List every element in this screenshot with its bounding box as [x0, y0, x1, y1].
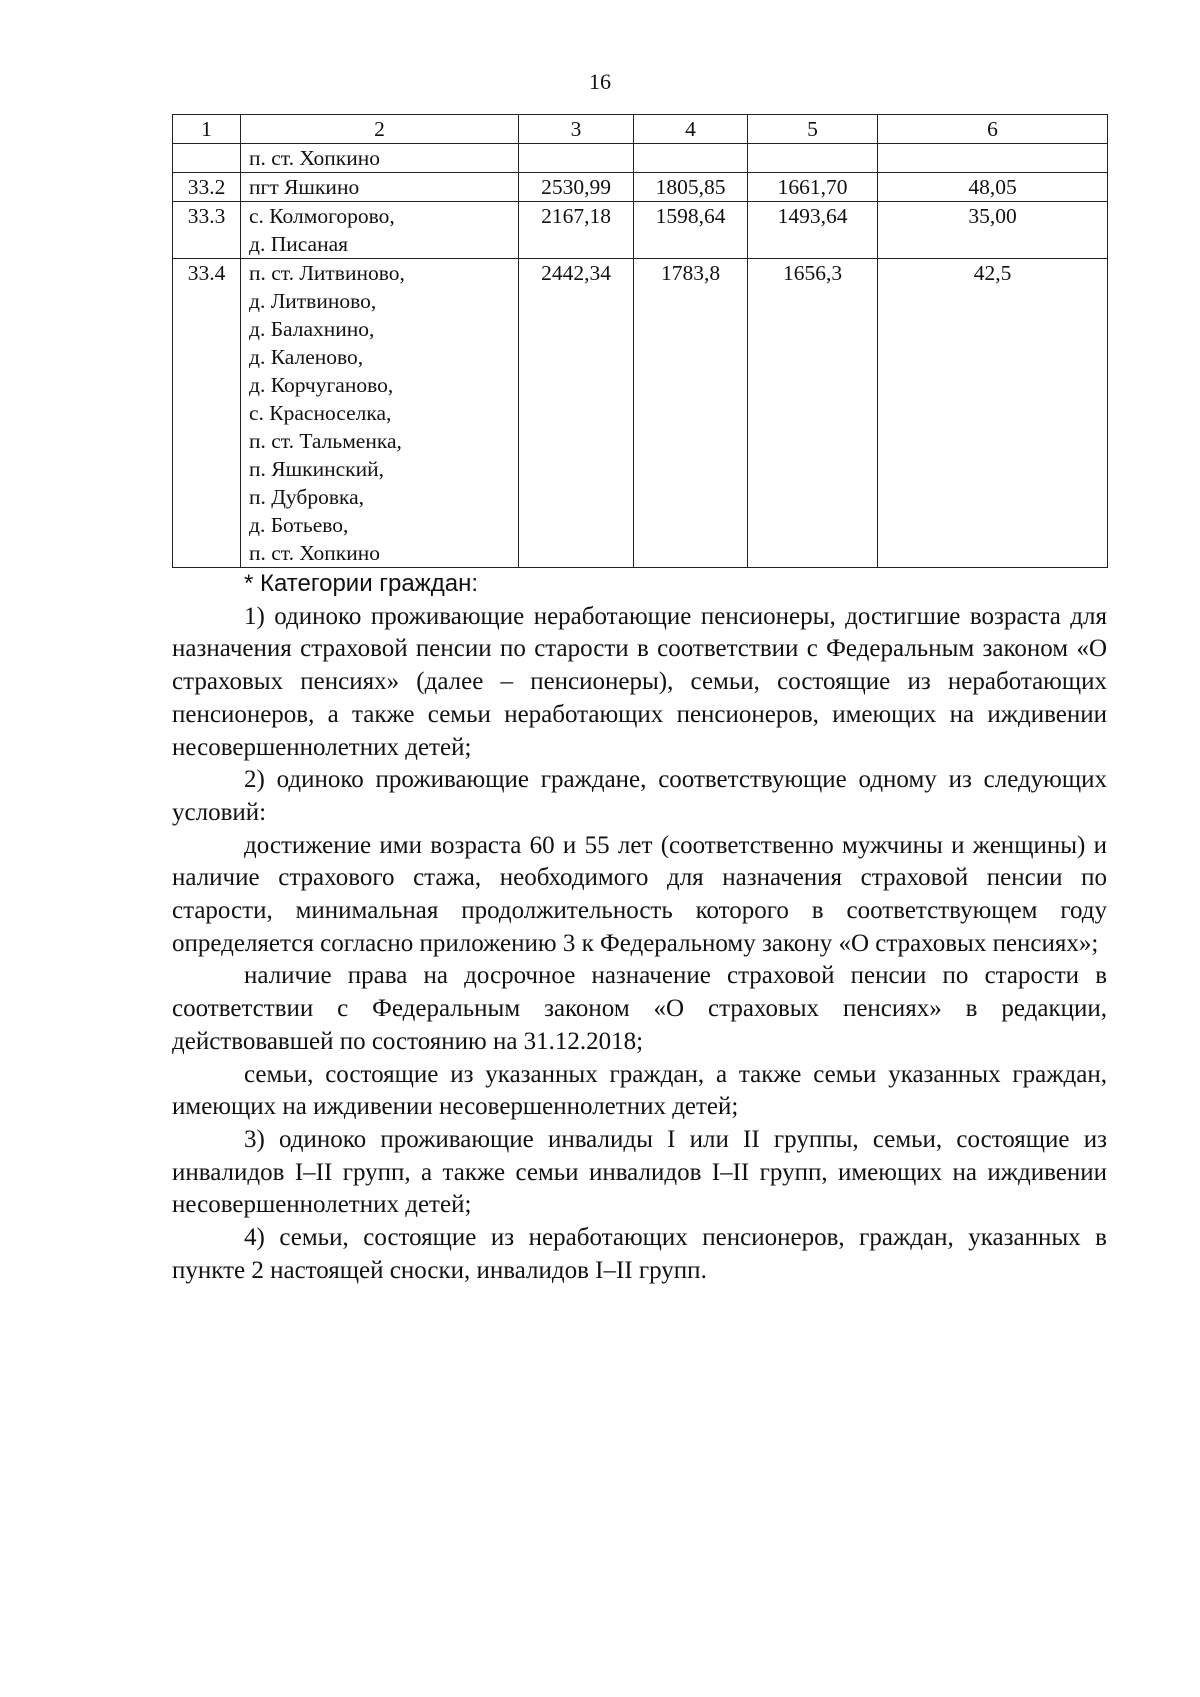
value-cell: 1493,64 — [748, 202, 878, 259]
table-row — [173, 173, 1108, 202]
table-header-row — [173, 115, 1108, 144]
settlement-name: д. Каленово, — [249, 345, 364, 369]
settlement-name: п. Яшкинский, — [249, 457, 384, 481]
settlement-cell — [241, 144, 519, 173]
row-number-cell — [173, 144, 241, 173]
settlement-name: д. Балахнино, — [249, 317, 375, 341]
settlement-cell — [241, 173, 519, 202]
settlement-cell — [241, 259, 519, 568]
table-row — [173, 259, 1108, 568]
settlement-name: п. ст. Тальменка, — [249, 429, 402, 453]
settlement-name: д. Писаная — [249, 232, 349, 256]
value-cell: 1656,3 — [748, 259, 878, 568]
settlement-name: с. Колмогорово, — [249, 204, 395, 228]
settlement-name: д. Ботьево, — [249, 513, 349, 537]
row-number-cell: 33.3 — [173, 202, 241, 259]
footnote-paragraph: 2) одиноко проживающие граждане, соответствующие одному из следующих условий: — [172, 766, 1107, 826]
value-cell: 42,5 — [878, 259, 1108, 568]
header-cell: 2 — [241, 115, 519, 144]
value-cell — [634, 144, 748, 173]
value-cell: 1805,85 — [634, 173, 748, 202]
value-cell: 1661,70 — [748, 173, 878, 202]
footnote — [172, 568, 1107, 1287]
footnote-paragraph: наличие права на досрочное назначение страховой пенсии по старости в соответствии с Федеральным законом «О страховых пенсиях» в редакции, действовавшей по состоянию на 31.12.2018; — [172, 962, 1107, 1055]
table-row — [173, 144, 1108, 173]
value-cell: 1783,8 — [634, 259, 748, 568]
footnote-paragraph: 3) одиноко проживающие инвалиды I или II группы, семьи, состоящие из инвалидов I–II групп, а также семьи инвалидов I–II групп, имеющих на иждивении несовершеннолетних детей; — [172, 1125, 1107, 1219]
value-cell — [748, 144, 878, 173]
footnote-paragraph: 4) семьи, состоящие из неработающих пенсионеров, граждан, указанных в пункте 2 настоящей сноски, инвалидов I–II групп. — [172, 1224, 1107, 1284]
settlement-name: пгт Яшкино — [249, 175, 360, 199]
footnote-paragraph: 1) одиноко проживающие неработающие пенсионеры, достигшие возраста для назначения страховой пенсии по старости в соответствии с Федеральным законом «О страховых пенсиях» (далее – пенсионеры), семьи, состоящие из неработающих пенсионеров, а также семьи неработающих пенсионеров, имеющих на иждивении несовершеннолетних детей; — [172, 602, 1107, 761]
value-cell — [878, 144, 1108, 173]
header-cell: 1 — [173, 115, 241, 144]
value-cell: 1598,64 — [634, 202, 748, 259]
header-cell: 6 — [878, 115, 1108, 144]
header-cell: 3 — [519, 115, 634, 144]
settlement-name: д. Корчуганово, — [249, 373, 394, 397]
value-cell — [519, 144, 634, 173]
row-number-cell: 33.2 — [173, 173, 241, 202]
footnote-paragraph: достижение ими возраста 60 и 55 лет (соответственно мужчины и женщины) и наличие страхового стажа, необходимого для назначения страховой пенсии по старости, минимальная продолжительность которого в соответствующем году определяется согласно приложению 3 к Федеральному закону «О страховых пенсиях»; — [172, 831, 1107, 957]
header-cell: 4 — [634, 115, 748, 144]
value-cell: 2167,18 — [519, 202, 634, 259]
footnote-paragraph: семьи, состоящие из указанных граждан, а также семьи указанных граждан, имеющих на иждивении несовершеннолетних детей; — [172, 1060, 1107, 1121]
settlement-cell — [241, 202, 519, 259]
tariff-table — [172, 114, 1108, 568]
value-cell: 48,05 — [878, 173, 1108, 202]
settlement-name: п. ст. Хопкино — [249, 541, 380, 565]
footnote-title: * Категории граждан: — [244, 570, 479, 597]
value-cell: 2442,34 — [519, 259, 634, 568]
settlement-name: п. ст. Литвиново, — [249, 261, 405, 285]
settlement-name: с. Красноселка, — [249, 401, 392, 425]
value-cell: 2530,99 — [519, 173, 634, 202]
value-cell: 35,00 — [878, 202, 1108, 259]
table-row — [173, 202, 1108, 259]
settlement-name: п. Дубровка, — [249, 485, 365, 509]
settlement-name: п. ст. Хопкино — [249, 146, 380, 170]
page-number: 16 — [589, 69, 611, 94]
header-cell: 5 — [748, 115, 878, 144]
settlement-name: д. Литвиново, — [249, 289, 377, 313]
row-number-cell: 33.4 — [173, 259, 241, 568]
